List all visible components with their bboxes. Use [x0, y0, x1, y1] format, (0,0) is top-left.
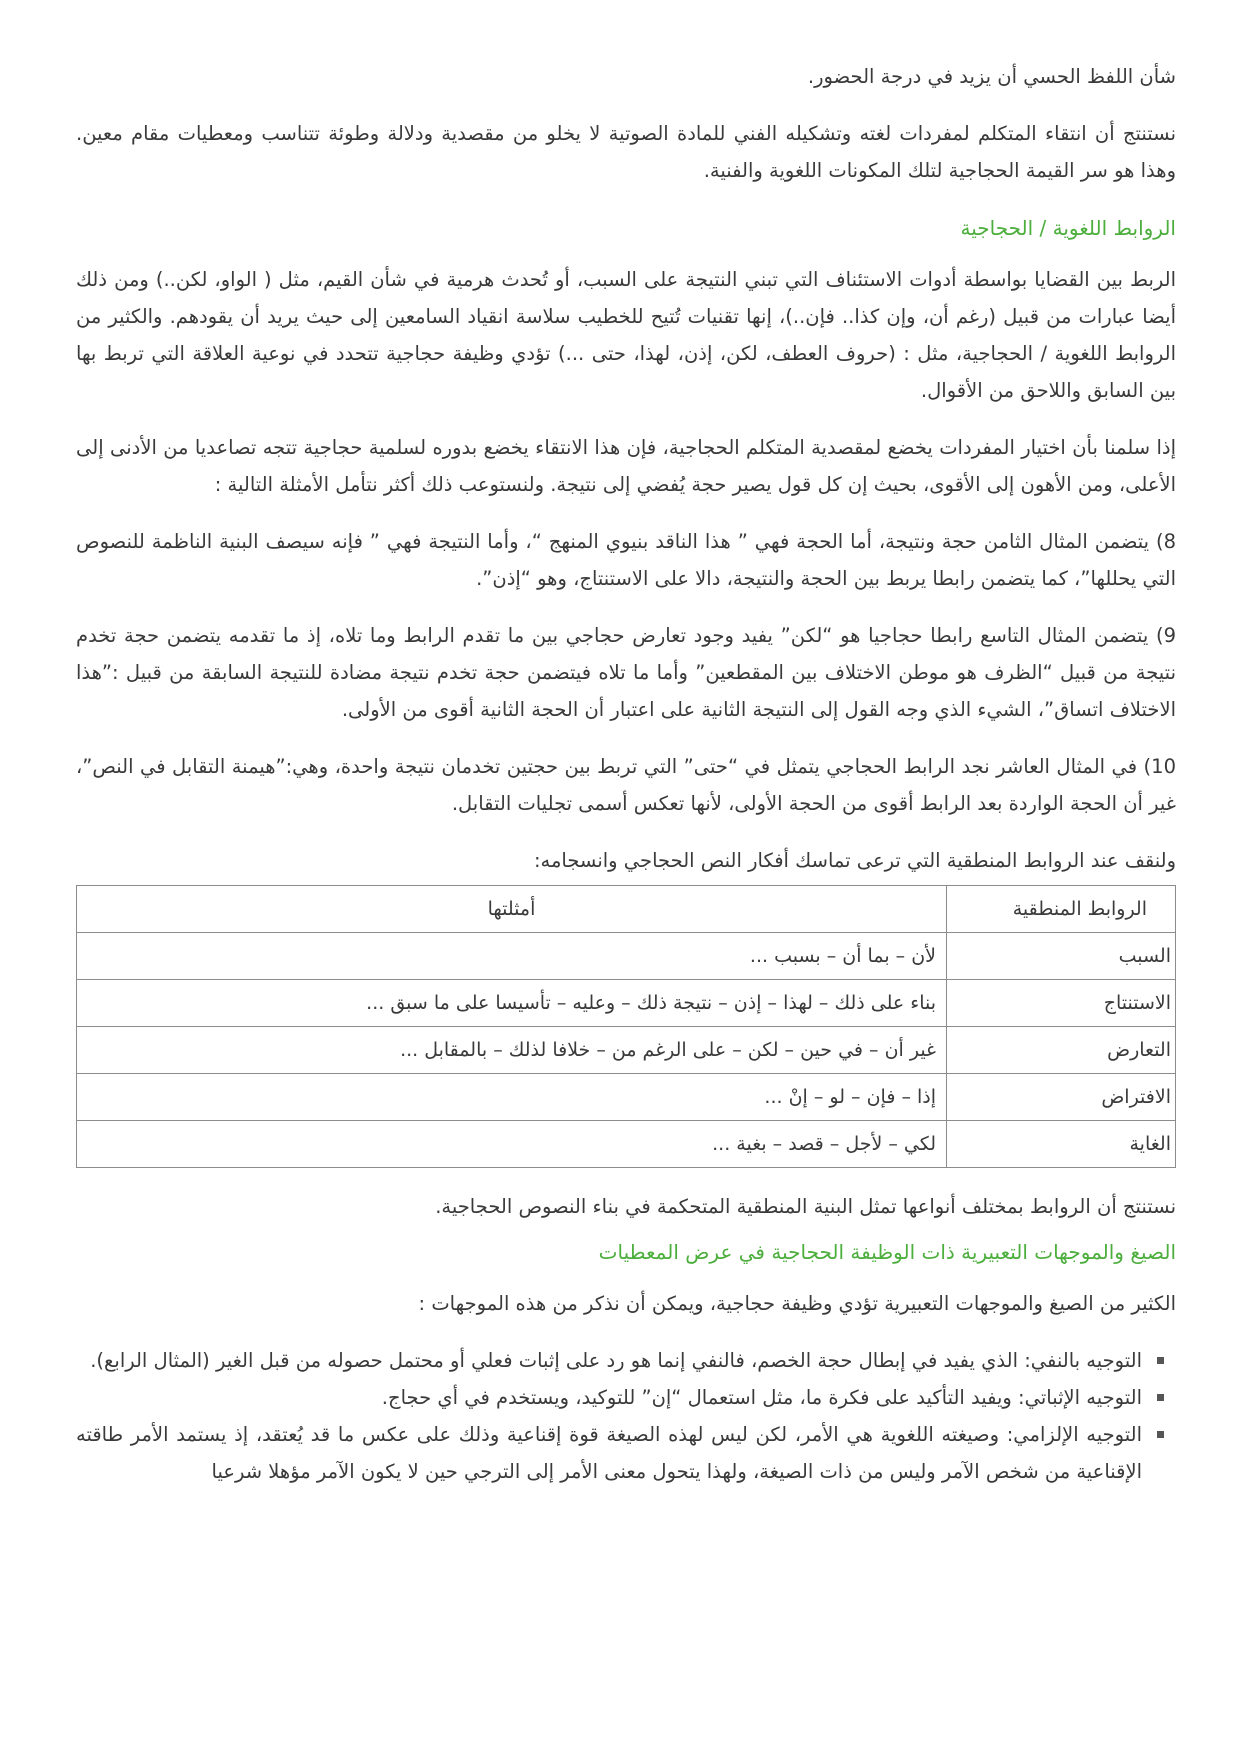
table-cell-type: الافتراض — [947, 1074, 1176, 1121]
paragraph-example-10: 10) في المثال العاشر نجد الرابط الحجاجي يتمثل في “حتى” التي تربط بين حجتين تخدمان نتيجة واحدة، وهي:”هيمنة التقابل في النص”، غير أن الحجة الواردة بعد الرابط أقوى من الحجة الأولى، لأنها تعكس أسمى تجليات التقابل. — [76, 755, 1176, 815]
table-cell-type: السبب — [947, 933, 1176, 980]
table-cell-examples: إذا – فإن – لو – إنْ ... — [77, 1074, 947, 1121]
paragraph-example-8: 8) يتضمن المثال الثامن حجة ونتيجة، أما الحجة فهي ” هذا الناقد بنيوي المنهج “، وأما النتيجة فهي ” فإنه سيصف البنية الناظمة للنصوص التي يحللها”، كما يتضمن رابطا يربط بين الحجة والنتيجة، دالا على الاستنتاج، وهو “إذن”. — [76, 530, 1176, 590]
paragraph-links-conclusion: نستنتج أن الروابط بمختلف أنواعها تمثل البنية المنطقية المتحكمة في بناء النصوص الحجاجية. — [435, 1195, 1176, 1218]
table-cell-examples: غير أن – في حين – لكن – على الرغم من – خلافا لذلك – بالمقابل ... — [77, 1027, 947, 1074]
section-heading-expressive-forms: الصيغ والموجهات التعبيرية ذات الوظيفة الحجاجية في عرض المعطيات — [598, 1240, 1176, 1264]
paragraph-presence: شأن اللفظ الحسي أن يزيد في درجة الحضور. — [807, 65, 1176, 88]
square-bullet-icon — [1157, 1431, 1164, 1438]
table-cell-examples: بناء على ذلك – لهذا – إذن – نتيجة ذلك – وعليه – تأسيسا على ما سبق ... — [77, 980, 947, 1027]
table-cell-examples: لكي – لأجل – قصد – بغية ... — [77, 1121, 947, 1168]
table-cell-type: الاستنتاج — [947, 980, 1176, 1027]
list-item-text: التوجيه بالنفي: الذي يفيد في إبطال حجة الخصم، فالنفي إنما هو رد على إثبات فعلي أو محتمل حصوله من قبل الغير (المثال الرابع). — [90, 1349, 1142, 1372]
paragraph-argument-scale: إذا سلمنا بأن اختيار المفردات يخضع لمقصدية المتكلم الحجاجية، فإن هذا الانتقاء يخضع بدوره لسلمية حجاجية تتجه تصاعديا من الأدنى إلى الأعلى، ومن الأهون إلى الأقوى، بحيث إن كل قول يصير حجة يُفضي إلى نتيجة. ولنستوعب ذلك أكثر نتأمل الأمثلة التالية : — [76, 436, 1176, 496]
table-cell-type: الغاية — [947, 1121, 1176, 1168]
square-bullet-icon — [1157, 1357, 1164, 1364]
table-row — [77, 933, 1176, 980]
table-row — [77, 1121, 1176, 1168]
logical-links-table — [76, 885, 1176, 1168]
table-cell-type: التعارض — [947, 1027, 1176, 1074]
paragraph-example-9: 9) يتضمن المثال التاسع رابطا حجاجيا هو “لكن” يفيد وجود تعارض حجاجي بين ما تقدم الرابط وما تلاه، إذ ما تقدمه يتضمن حجة تخدم نتيجة من قبيل “الظرف هو موطن الاختلاف بين المقطعين” وأما ما تلاه فيتضمن حجة تخدم نتيجة مضادة للنتيجة السابقة من قبيل :”هذا الاختلاف اتساق”، الشيء الذي وجه القول إلى النتيجة الثانية على اعتبار أن الحجة الثانية أقوى من الأولى. — [76, 624, 1176, 721]
table-header-examples: أمثلتها — [77, 886, 947, 933]
list-item — [76, 1342, 1142, 1379]
list-item-text: التوجيه الإثباتي: ويفيد التأكيد على فكرة ما، مثل استعمال “إن” للتوكيد، ويستخدم في أي حجاج. — [381, 1386, 1142, 1409]
section-heading-linguistic-links: الروابط اللغوية / الحجاجية — [960, 216, 1176, 240]
list-item-text: التوجيه الإلزامي: وصيغته اللغوية هي الأمر، لكن ليس لهذه الصيغة قوة إقناعية وذلك على عكس ما قد يُعتقد، إذ يستمد الأمر طاقته الإقناعية من شخص الآمر وليس من ذات الصيغة، ولهذا يتحول معنى الأمر إلى الترجي حين لا يكون الآمر مؤهلا شرعيا — [76, 1423, 1142, 1483]
table-row — [77, 1074, 1176, 1121]
table-header-type: الروابط المنطقية — [947, 886, 1176, 933]
table-header-row — [77, 886, 1176, 933]
table-cell-examples: لأن – بما أن – بسبب ... — [77, 933, 947, 980]
paragraph-expressive-intro: الكثير من الصيغ والموجهات التعبيرية تؤدي وظيفة حجاجية، ويمكن أن نذكر من هذه الموجهات : — [418, 1292, 1176, 1315]
paragraph-links-intro: الربط بين القضايا بواسطة أدوات الاستئناف التي تبني النتيجة على السبب، أو تُحدث هرمية في شأن القيم، مثل ( الواو، لكن..) ومن ذلك أيضا عبارات من قبيل (رغم أن، وإن كذا.. فإن..)، إنها تقنيات تُتيح للخطيب سلاسة انقياد السامعين إلى حيث يريد أن يقودهم. والكثير من الروابط اللغوية / الحجاجية، مثل : (حروف العطف، لكن، إذن، لهذا، حتى ...) تؤدي وظيفة حجاجية تتحدد في نوعية العلاقة التي تربط بها بين السابق واللاحق من الأقوال. — [76, 268, 1176, 402]
list-item — [76, 1379, 1142, 1416]
square-bullet-icon — [1157, 1394, 1164, 1401]
table-row — [77, 1027, 1176, 1074]
directives-list — [76, 1342, 1176, 1490]
table-row — [77, 980, 1176, 1027]
paragraph-conclusion-vocabulary: نستنتج أن انتقاء المتكلم لمفردات لغته وتشكيله الفني للمادة الصوتية لا يخلو من مقصدية ودلالة وطوئة تتناسب ومعطيات مقام معين. وهذا هو سر القيمة الحجاجية لتلك المكونات اللغوية والفنية. — [76, 122, 1176, 182]
paragraph-logical-links-intro: ولنقف عند الروابط المنطقية التي ترعى تماسك أفكار النص الحجاجي وانسجامه: — [533, 849, 1176, 872]
list-item — [76, 1416, 1142, 1490]
